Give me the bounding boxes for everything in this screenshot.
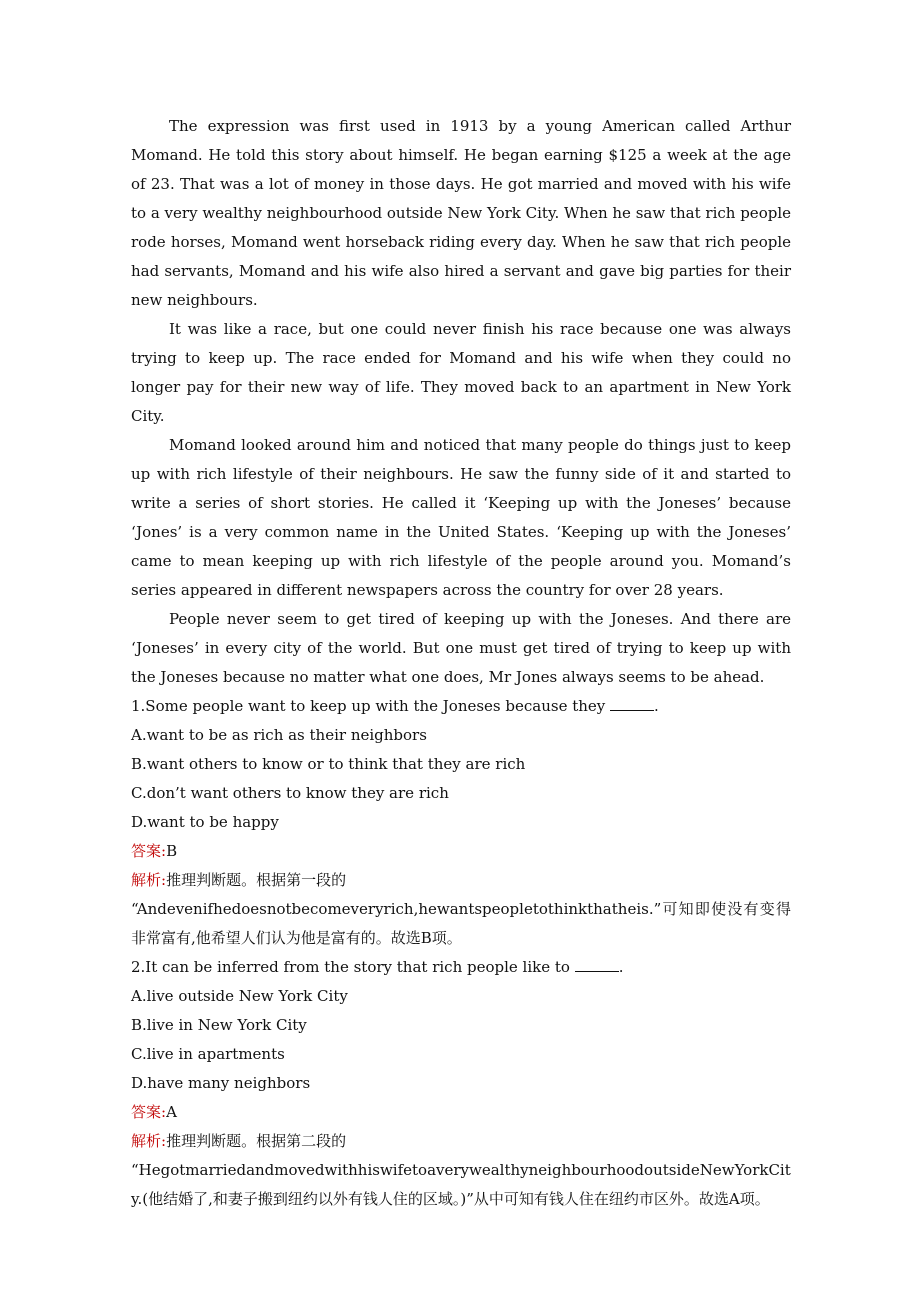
answer-value: A <box>166 1103 177 1121</box>
analysis-body: “HegotmarriedandmovedwithhiswifetoaverywealthyneighbourhoodoutsideNewYorkCity.(他结婚了,和妻子搬到纽约以外有钱人住的区域。)”从中可知有钱人住在纽约市区外。故选A项。 <box>131 1161 791 1208</box>
option-b: B.live in New York City <box>131 1016 307 1034</box>
analysis-line <box>131 866 791 895</box>
option-d: D.want to be happy <box>131 813 279 831</box>
question-1 <box>131 692 791 953</box>
answer-value: B <box>166 842 178 860</box>
document-page <box>131 112 791 1214</box>
answer-label: 答案: <box>131 842 167 860</box>
option-c: C.live in apartments <box>131 1045 285 1063</box>
option-a: A.want to be as rich as their neighbors <box>131 726 427 744</box>
analysis-label: 解析: <box>131 1132 167 1150</box>
question-stem: 1.Some people want to keep up with the Joneses because they . <box>131 697 659 715</box>
option-c: C.don’t want others to know they are rich <box>131 784 449 802</box>
analysis-title: 推理判断题。根据第一段的 <box>166 871 347 889</box>
option-a: A.live outside New York City <box>131 987 348 1005</box>
answer-line <box>131 837 791 866</box>
passage-paragraph-2: It was like a race, but one could never finish his race because one was always trying to keep up. The race ended for Momand and his wife when they could no longer pay for their new way of life. They moved back to an apartment in New York City. <box>131 320 791 425</box>
option-d: D.have many neighbors <box>131 1074 311 1092</box>
analysis-label: 解析: <box>131 871 167 889</box>
option-b: B.want others to know or to think that they are rich <box>131 755 526 773</box>
answer-line <box>131 1098 791 1127</box>
analysis-title: 推理判断题。根据第二段的 <box>166 1132 347 1150</box>
answer-label: 答案: <box>131 1103 167 1121</box>
question-2 <box>131 953 791 1214</box>
question-stem: 2.It can be inferred from the story that rich people like to . <box>131 958 624 976</box>
answer-blank <box>610 696 654 711</box>
analysis-body: “Andevenifhedoesnotbecomeveryrich,hewantspeopletothinkthatheis.”可知即使没有变得非常富有,他希望人们认为他是富有的。故选B项。 <box>131 900 791 947</box>
answer-blank <box>575 957 619 972</box>
analysis-line <box>131 1127 791 1156</box>
passage-paragraph-1: The expression was first used in 1913 by a young American called Arthur Momand. He told this story about himself. He began earning $125 a week at the age of 23. That was a lot of money in those days. He got married and moved with his wife to a very wealthy neighbourhood outside New York City. When he saw that rich people rode horses, Momand went horseback riding every day. When he saw that rich people had servants, Momand and his wife also hired a servant and gave big parties for their new neighbours. <box>131 117 791 309</box>
passage-paragraph-4: People never seem to get tired of keeping up with the Joneses. And there are ‘Joneses’ in every city of the world. But one must get tired of trying to keep up with the Joneses because no matter what one does, Mr Jones always seems to be ahead. <box>131 610 791 686</box>
passage-paragraph-3: Momand looked around him and noticed that many people do things just to keep up with rich lifestyle of their neighbours. He saw the funny side of it and started to write a series of short stories. He called it ‘Keeping up with the Joneses’ because ‘Jones’ is a very common name in the United States. ‘Keeping up with the Joneses’ came to mean keeping up with rich lifestyle of the people around you. Momand’s series appeared in different newspapers across the country for over 28 years. <box>131 436 791 599</box>
